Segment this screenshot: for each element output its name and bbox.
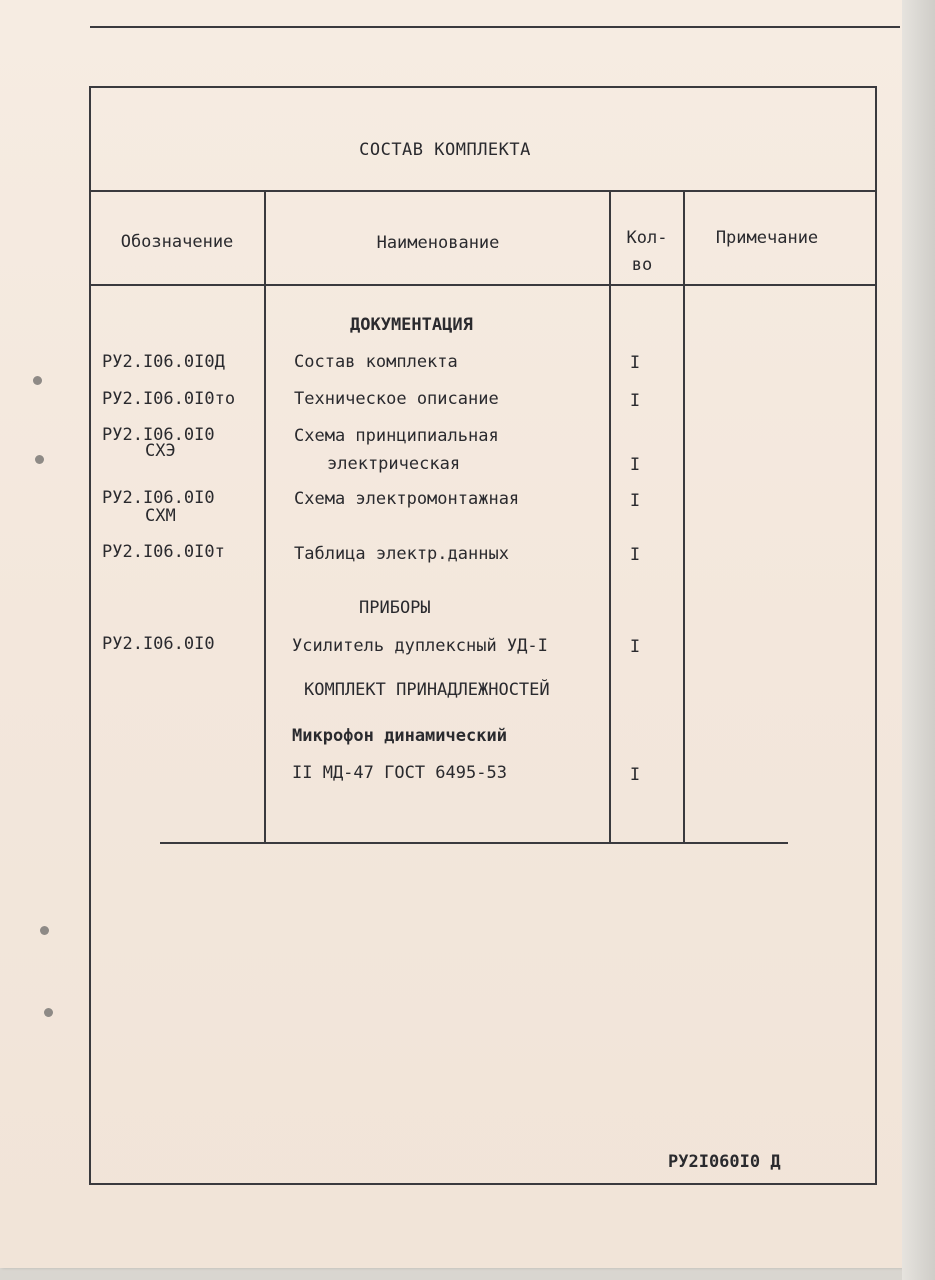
row-6-name: Усилитель дуплексный УД-I: [292, 636, 548, 656]
section-accessories: КОМПЛЕКТ ПРИНАДЛЕЖНОСТЕЙ: [304, 680, 550, 700]
page-edge: [902, 0, 935, 1280]
row-4-code: РУ2.I06.0I0: [102, 488, 215, 508]
row-1-qty: I: [629, 353, 641, 373]
row-2-name: Техническое описание: [294, 389, 499, 409]
header-bottom-rule: [90, 284, 876, 286]
punch-hole: [35, 455, 44, 464]
row-4-code-suffix: СХМ: [145, 506, 176, 526]
table-bottom-rule: [160, 842, 788, 844]
punch-hole: [40, 926, 49, 935]
row-3-name-line2: электрическая: [327, 454, 461, 474]
page-title: СОСТАВ КОМПЛЕКТА: [359, 140, 531, 160]
punch-hole: [33, 376, 42, 385]
header-name: Наименование: [376, 233, 500, 253]
top-rule: [90, 26, 900, 28]
row-3-code: РУ2.I06.0I0: [102, 425, 215, 445]
row-7-name-line2: II МД-47 ГОСТ 6495-53: [292, 763, 507, 783]
row-5-qty: I: [629, 545, 641, 565]
document-code: РУ2I060I0 Д: [668, 1152, 781, 1172]
row-3-code-suffix: СХЭ: [145, 441, 176, 461]
row-4-qty: I: [629, 491, 641, 511]
column-divider: [264, 190, 266, 842]
column-divider: [609, 190, 611, 842]
row-6-qty: I: [629, 637, 641, 657]
row-1-code: РУ2.I06.0I0Д: [102, 352, 225, 372]
row-2-qty: I: [629, 391, 641, 411]
punch-hole: [44, 1008, 53, 1017]
row-2-code: РУ2.I06.0I0то: [102, 389, 236, 409]
row-7-name: Микрофон динамический: [292, 726, 507, 746]
header-note: Примечание: [715, 228, 819, 248]
row-4-name: Схема электромонтажная: [294, 489, 520, 509]
header-designation: Обозначение: [120, 232, 234, 252]
row-1-name: Состав комплекта: [294, 352, 458, 372]
row-3-name: Схема принципиальная: [294, 426, 499, 446]
column-divider: [683, 190, 685, 842]
row-3-qty: I: [629, 455, 641, 475]
row-6-code: РУ2.I06.0I0: [102, 634, 215, 654]
header-qty-line2: во: [631, 255, 653, 275]
row-7-qty: I: [629, 765, 641, 785]
row-5-name: Таблица электр.данных: [294, 544, 509, 564]
section-devices: ПРИБОРЫ: [359, 598, 431, 618]
header-qty-line1: Кол-: [626, 228, 668, 248]
section-documentation: ДОКУМЕНТАЦИЯ: [350, 315, 473, 335]
row-5-code: РУ2.I06.0I0т: [102, 542, 225, 562]
table-top-rule: [90, 190, 876, 192]
